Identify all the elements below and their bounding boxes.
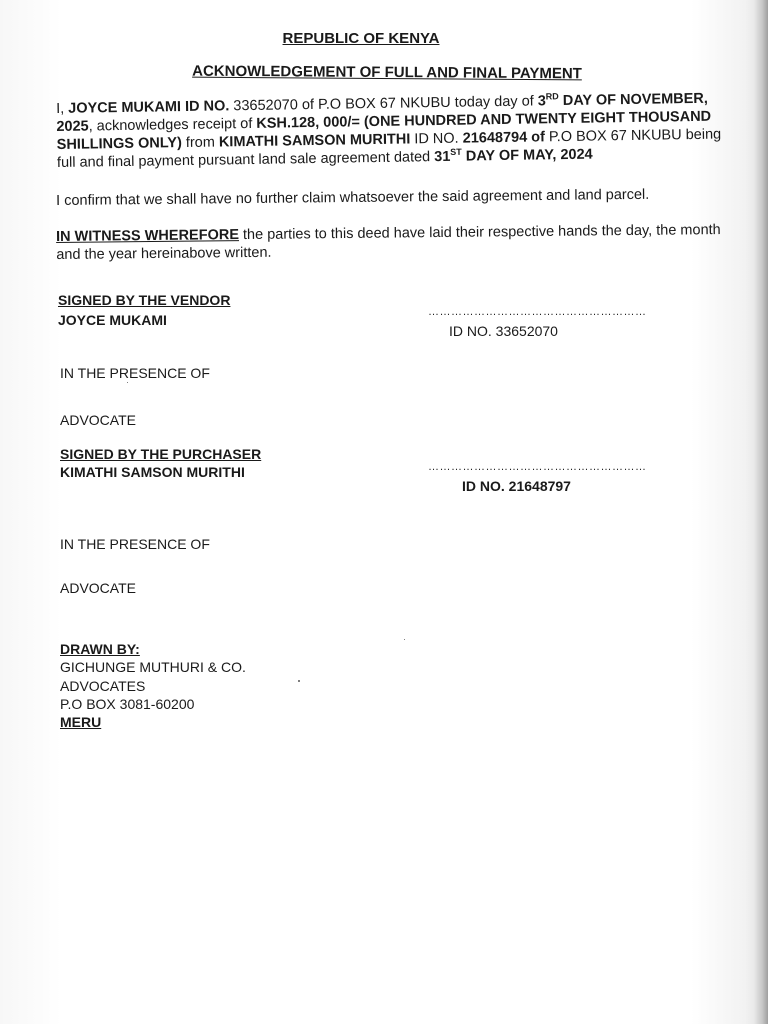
document-title: ACKNOWLEDGEMENT OF FULL AND FINAL PAYMENT bbox=[192, 62, 582, 83]
vendor-heading: SIGNED BY THE VENDOR bbox=[58, 292, 231, 308]
republic-heading: REPUBLIC OF KENYA bbox=[282, 30, 440, 47]
vendor-presence-label: IN THE PRESENCE OF bbox=[60, 365, 210, 381]
drawn-by-address: P.O BOX 3081-60200 bbox=[60, 696, 195, 712]
scan-speck bbox=[404, 639, 405, 640]
drawn-by-town: MERU bbox=[60, 714, 102, 730]
vendor-name: JOYCE MUKAMI bbox=[58, 312, 167, 328]
drawn-by-heading: DRAWN BY: bbox=[60, 641, 140, 657]
witness-lead: IN WITNESS WHEREFORE bbox=[56, 227, 240, 245]
scan-speck bbox=[127, 382, 128, 383]
purchaser-advocate-label: ADVOCATE bbox=[60, 580, 136, 596]
acknowledgement-paragraph: I, JOYCE MUKAMI ID NO. 33652070 of P.O BOX 67 NKUBU today day of 3RD DAY OF NOVEMBER, 2025, acknowledges receipt of KSH.128, 000/= (ONE HUNDRED AND TWENTY EIGHT THOUSAND SHILLINGS ONLY) from KIMATHI SAMSON MURITHI ID NO. 21648794 of P.O BOX 67 NKUBU being full and final payment pursuant land sale agreement dated 31ST DAY OF MAY, 2024 bbox=[56, 90, 722, 171]
vendor-signature-line: ………………………………………………… bbox=[428, 306, 647, 318]
vendor-advocate-label: ADVOCATE bbox=[60, 412, 136, 428]
confirmation-paragraph: I confirm that we shall have no further claim whatsoever the said agreement and land parcel. bbox=[56, 186, 650, 209]
drawn-by-advocates: ADVOCATES bbox=[60, 678, 146, 694]
purchaser-presence-label: IN THE PRESENCE OF bbox=[60, 536, 210, 552]
purchaser-signature-line: ………………………………………………… bbox=[428, 461, 647, 473]
purchaser-name: KIMATHI SAMSON MURITHI bbox=[60, 464, 245, 480]
vendor-id: ID NO. 33652070 bbox=[449, 323, 558, 339]
page-edge-shadow bbox=[754, 0, 768, 1024]
scan-speck bbox=[298, 680, 300, 682]
witness-paragraph: IN WITNESS WHEREFORE the parties to this deed have laid their respective hands the day, the month and the year hereinabove written. bbox=[56, 222, 721, 263]
purchaser-id: ID NO. 21648797 bbox=[462, 478, 571, 494]
purchaser-heading: SIGNED BY THE PURCHASER bbox=[60, 446, 262, 462]
drawn-by-firm: GICHUNGE MUTHURI & CO. bbox=[60, 659, 246, 675]
